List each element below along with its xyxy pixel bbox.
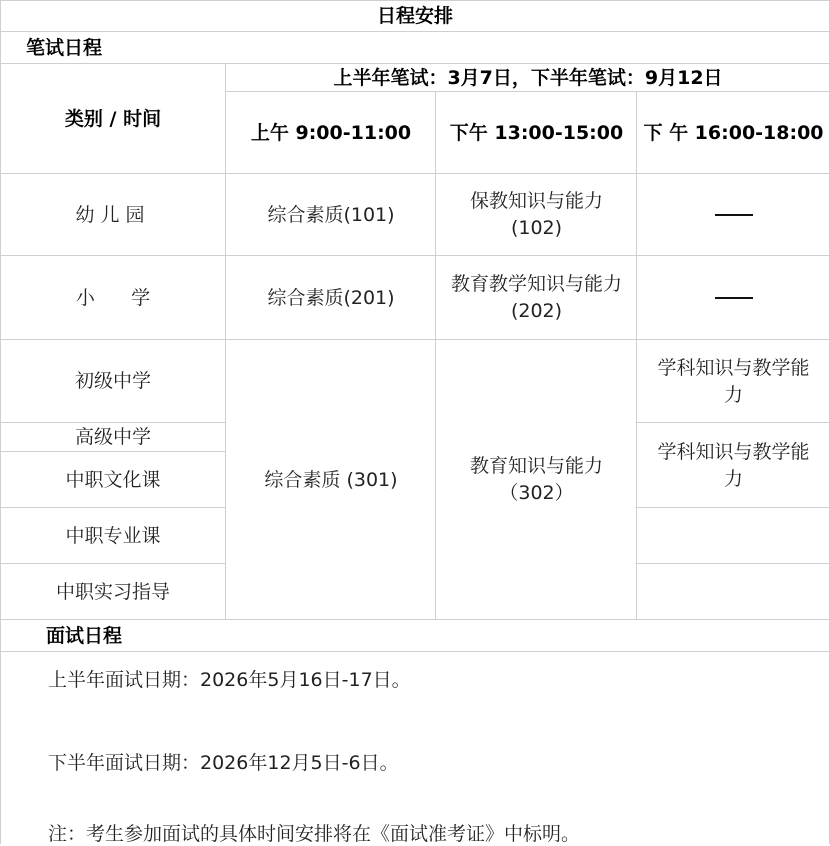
kindergarten-afternoon-line1: 保教知识与能力: [469, 190, 603, 212]
junior-evening-line1: 学科知识与教学能: [657, 356, 810, 379]
primary-afternoon-line2: (202): [510, 300, 563, 322]
line-voc2-evening-bottom: [637, 563, 830, 564]
kindergarten-afternoon-subject: [436, 174, 637, 256]
secondary-afternoon-subject: [436, 340, 637, 620]
senior-evening-line2: 力: [723, 467, 743, 490]
category-vocational-professional: 中职专业课: [65, 524, 161, 547]
category-kindergarten: 幼儿园: [75, 203, 151, 226]
kindergarten-morning-subject: 综合素质(101): [267, 203, 395, 226]
written-exam-heading: 笔试日程: [26, 36, 103, 59]
category-time-header: 类别 / 时间: [64, 107, 162, 130]
line-junior-evening-bottom: [637, 422, 830, 423]
session-evening-header: 下 午 16:00-18:00: [643, 121, 824, 144]
line-col2: [435, 92, 436, 620]
line-top: [0, 0, 830, 1]
line-dates-bottom: [226, 91, 830, 92]
interview-first-half: 上半年面试日期：2026年5月16日-17日。: [48, 669, 411, 691]
line-header-bottom: [0, 173, 830, 174]
session-afternoon-header: 下午 13:00-15:00: [449, 121, 624, 144]
primary-evening-subject: [637, 256, 830, 340]
secondary-morning-subject: 综合素质 (301): [264, 468, 398, 491]
line-voc2-bottom: [0, 563, 226, 564]
secondary-afternoon-line2: （302）: [499, 482, 574, 504]
written-exam-dates: 上半年笔试：3月7日，下半年笔试：9月12日: [333, 66, 723, 89]
junior-evening-line2: 力: [723, 383, 743, 406]
primary-afternoon-line1: 教育教学知识与能力: [450, 273, 622, 295]
senior-evening-subject: [637, 423, 830, 508]
primary-morning-subject: 综合素质(201): [267, 286, 395, 309]
interview-note: 注：考生参加面试的具体时间安排将在《面试准考证》中标明。: [48, 823, 581, 845]
kindergarten-afternoon-line2: (102): [510, 217, 563, 239]
session-morning-header: 上午 9:00-11:00: [250, 121, 412, 144]
page-title: 日程安排: [376, 4, 453, 27]
interview-second-half: 下半年面试日期：2026年12月5日-6日。: [48, 752, 399, 774]
line-col1: [225, 64, 226, 620]
line-row2-bottom: [0, 339, 830, 340]
line-left: [0, 0, 1, 844]
secondary-afternoon-line1: 教育知识与能力: [469, 455, 603, 477]
category-junior-high: 初级中学: [74, 370, 151, 392]
kindergarten-evening-dash: [715, 214, 753, 216]
line-title-bottom: [0, 31, 830, 32]
category-senior-high: 高级中学: [74, 426, 151, 448]
line-interview-heading-bottom: [0, 651, 830, 652]
category-primary: 小 学: [75, 286, 151, 309]
kindergarten-evening-subject: [637, 174, 830, 256]
line-row1-bottom: [0, 255, 830, 256]
line-voc1-bottom: [0, 507, 226, 508]
line-table-bottom: [0, 619, 830, 620]
primary-evening-dash: [715, 297, 753, 299]
line-junior-bottom: [0, 422, 226, 423]
category-vocational-internship: 中职实习指导: [55, 580, 170, 603]
line-senior-evening-bottom: [637, 507, 830, 508]
primary-afternoon-subject: [436, 256, 637, 340]
interview-heading: 面试日程: [46, 624, 123, 647]
senior-evening-line1: 学科知识与教学能: [657, 440, 810, 463]
line-heading-bottom: [0, 63, 830, 64]
line-senior-bottom: [0, 451, 226, 452]
junior-evening-subject: [637, 340, 830, 423]
category-vocational-culture: 中职文化课: [65, 468, 161, 491]
line-col3: [636, 92, 637, 620]
